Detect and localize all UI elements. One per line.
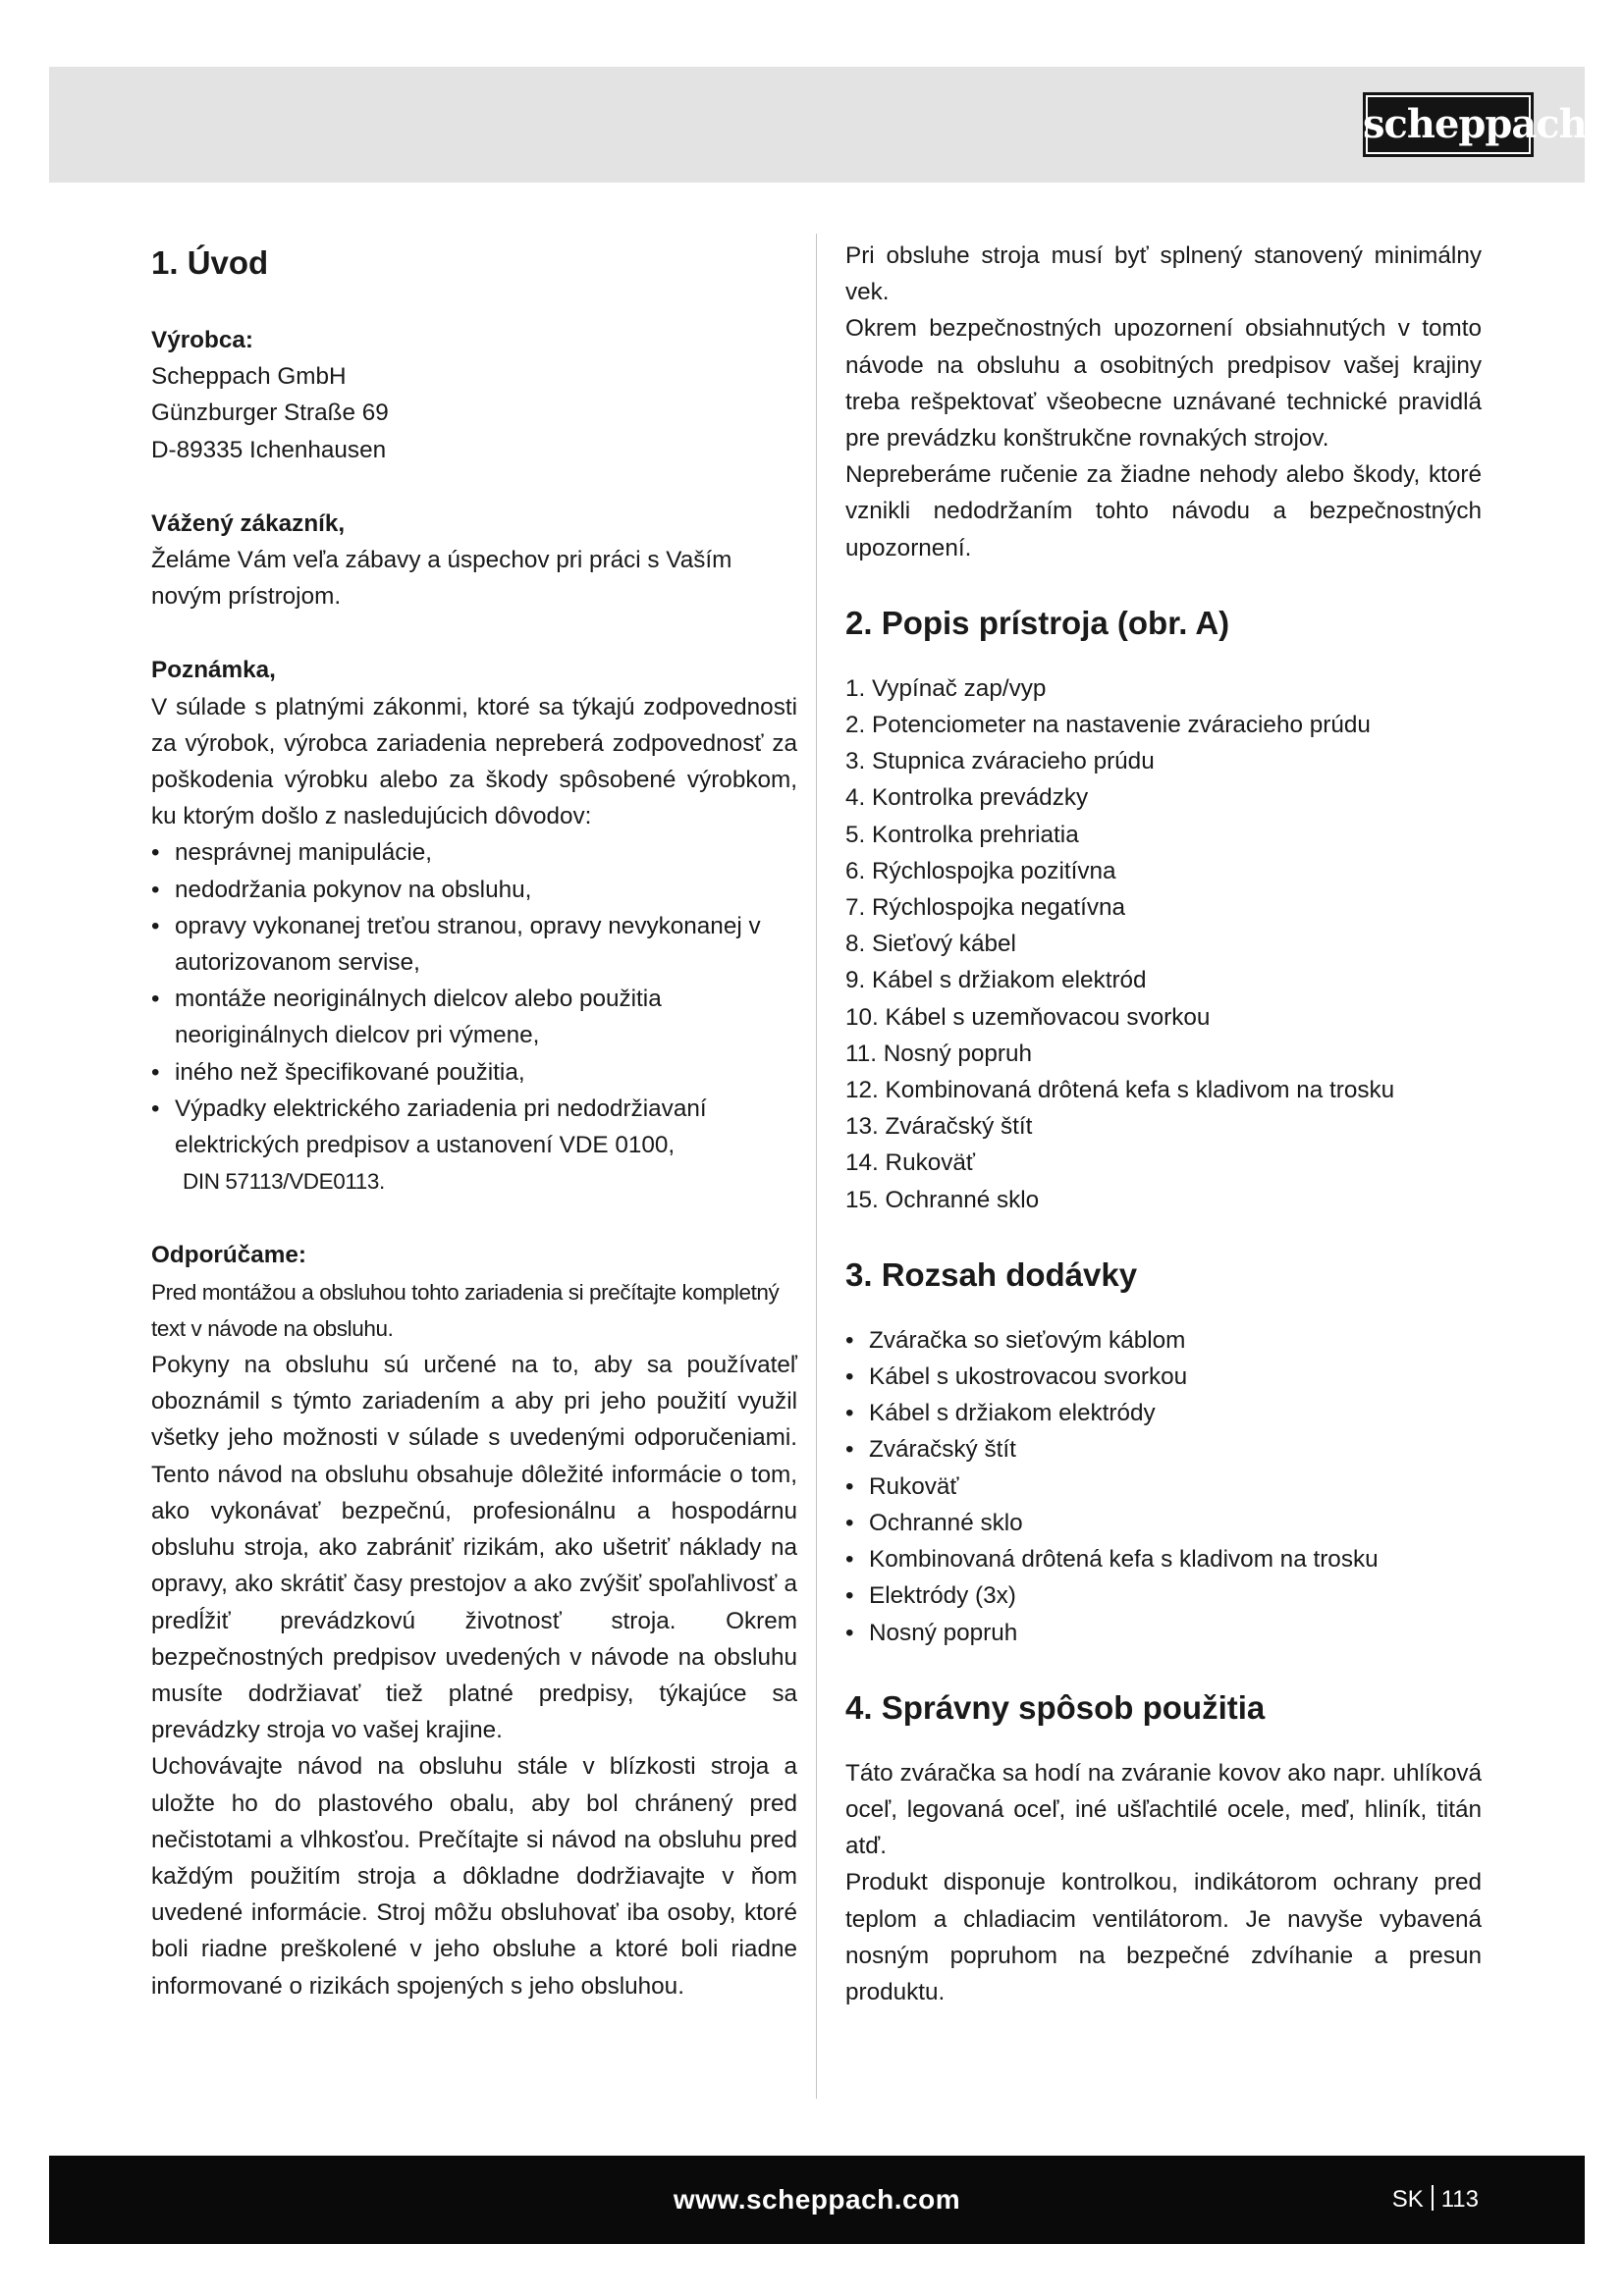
- list-item: 12. Kombinovaná drôtená kefa s kladivom na trosku: [845, 1077, 1395, 1104]
- section-title-intro: 1. Úvod: [151, 244, 269, 281]
- language-code: SK: [1391, 2186, 1424, 2213]
- right-column: [845, 238, 1482, 2010]
- note-bullet-list: [151, 834, 797, 1200]
- delivery-list: [845, 1322, 1482, 1651]
- list-item: • Elektródy (3x): [845, 1582, 1016, 1610]
- list-item: 9. Kábel s držiakom elektród: [845, 967, 1147, 994]
- list-item: • Zváračský štít: [845, 1436, 1016, 1464]
- note-label: Poznámka,: [151, 657, 276, 684]
- customer-text: Želáme Vám veľa zábavy a úspechov pri práci s Vaším novým prístrojom.: [151, 547, 732, 611]
- list-item: 13. Zváračský štít: [845, 1113, 1033, 1141]
- list-item: • iného než špecifikované použitia,: [151, 1058, 525, 1086]
- list-item: 14. Rukoväť: [845, 1149, 976, 1177]
- intro-paragraph: Nepreberáme ručenie za žiadne nehody alebo škody, ktoré vznikli nedodržaním tohto návodu a bezpečnostných upozornení.: [845, 461, 1482, 561]
- list-item: • nesprávnej manipulácie,: [151, 839, 433, 867]
- footer-page-indicator: [1392, 2156, 1479, 2244]
- list-item: • opravy vykonanej treťou stranou, opravy nevykonanej v autorizovanom servise,: [151, 912, 761, 977]
- list-item: 5. Kontrolka prehriatia: [845, 821, 1079, 848]
- column-divider: [816, 234, 817, 2099]
- list-item: • Rukoväť: [845, 1472, 959, 1500]
- left-column: [151, 238, 797, 2004]
- section-title-description: 2. Popis prístroja (obr. A): [845, 604, 1230, 641]
- footer-band: [49, 2156, 1585, 2244]
- note-text: V súlade s platnými zákonmi, ktoré sa týkajú zodpovednosti za výrobok, výrobca zariadenia nepreberá zodpovednosť za poškodenia výrobku alebo za škody spôsobené výrobkom, ku ktorým došlo z nasledujúcich dôvodov:: [151, 693, 797, 830]
- customer-label: Vážený zákazník,: [151, 509, 346, 537]
- list-item: • nedodržania pokynov na obsluhu,: [151, 876, 532, 903]
- list-item: 8. Sieťový kábel: [845, 931, 1016, 958]
- page-number: 113: [1440, 2186, 1479, 2213]
- list-item: • Zváračka so sieťovým káblom: [845, 1326, 1186, 1354]
- list-item: • Kombinovaná drôtená kefa s kladivom na trosku: [845, 1546, 1379, 1574]
- recommend-label: Odporúčame:: [151, 1242, 306, 1269]
- brand-logo: scheppach: [1363, 92, 1534, 157]
- manufacturer-line: Scheppach GmbH: [151, 363, 347, 391]
- manufacturer-label: Výrobca:: [151, 327, 253, 353]
- list-item: 3. Stupnica zváracieho prúdu: [845, 748, 1155, 775]
- intro-paragraph: Okrem bezpečnostných upozornení obsiahnutých v tomto návode na obsluhu a osobitných predpisov vašej krajiny treba rešpektovať všeobecne uznávané technické pravidlá pre prevádzku konštrukčne rovnakých strojov.: [845, 315, 1482, 453]
- section-title-intended-use: 4. Správny spôsob použitia: [845, 1688, 1266, 1726]
- list-item: 1. Vypínač zap/vyp: [845, 674, 1047, 702]
- recommend-paragraph: Pokyny na obsluhu sú určené na to, aby sa používateľ oboznámil s týmto zariadením a aby pri jeho použití využil všetky jeho možnosti v súlade s uvedenými odporučeniami. Tento návod na obsluhu obsahuje dôležité informácie o tom, ako vykonávať bezpečnú, profesionálnu a hospodárnu obsluhu stroja, ako zabrániť rizikám, ako ušetriť náklady na opravy, ako skrátiť časy prestojov a ako zvýšiť spoľahlivosť a predĺžiť prevádzkovú životnosť stroja. Okrem bezpečnostných predpisov uvedených v návode na obsluhu musíte dodržiavať tiež platné predpisy, týkajúce sa prevádzky stroja vo vašej krajine.: [151, 1352, 797, 1744]
- recommend-paragraph: Pred montážou a obsluhou tohto zariadenia si prečítajte kompletný text v návode na obsluhu.: [151, 1279, 780, 1341]
- manufacturer-line: D-89335 Ichenhausen: [151, 436, 387, 463]
- list-item: 6. Rýchlospojka pozitívna: [845, 857, 1116, 884]
- intro-paragraph: Pri obsluhe stroja musí byť splnený stanovený minimálny vek.: [845, 242, 1482, 306]
- use-paragraph: Táto zváračka sa hodí na zváranie kovov ako napr. uhlíková oceľ, legovaná oceľ, iné ušľachtilé ocele, meď, hliník, titán atď.: [845, 1759, 1482, 1860]
- list-item: • montáže neoriginálnych dielcov alebo použitia neoriginálnych dielcov pri výmene,: [151, 986, 662, 1049]
- list-item: • Nosný popruh: [845, 1619, 1018, 1646]
- standard-reference: DIN 57113/VDE0113.: [183, 1169, 385, 1195]
- list-item: 7. Rýchlospojka negatívna: [845, 894, 1125, 922]
- footer-website-link[interactable]: www.scheppach.com: [673, 2184, 961, 2215]
- list-item: • Kábel s držiakom elektródy: [845, 1400, 1156, 1427]
- list-item: • Kábel s ukostrovacou svorkou: [845, 1363, 1188, 1391]
- list-item: • Výpadky elektrického zariadenia pri nedodržiavaní elektrických predpisov a ustanovení VDE 0100,: [151, 1095, 707, 1159]
- list-item: • Ochranné sklo: [845, 1509, 1023, 1536]
- list-item: 11. Nosný popruh: [845, 1040, 1032, 1067]
- header-band: [49, 67, 1585, 183]
- list-item: 2. Potenciometer na nastavenie zváracieho prúdu: [845, 712, 1371, 739]
- manufacturer-line: Günzburger Straße 69: [151, 400, 389, 427]
- list-item: 4. Kontrolka prevádzky: [845, 784, 1089, 812]
- list-item: 10. Kábel s uzemňovacou svorkou: [845, 1003, 1211, 1031]
- parts-list: [845, 670, 1482, 1218]
- recommend-paragraph: Uchovávajte návod na obsluhu stále v blízkosti stroja a uložte ho do plastového obalu, aby bol chránený pred nečistotami a vlhkosťou. Prečítajte si návod na obsluhu pred každým použitím stroja a dôkladne dodržiavajte v ňom uvedené informácie. Stroj môžu obsluhovať iba osoby, ktoré boli riadne preškolené v jeho obsluhe a ktoré boli riadne informované o rizikách spojených s jeho obsluhou.: [151, 1753, 797, 2000]
- list-item: 15. Ochranné sklo: [845, 1186, 1040, 1213]
- separator: [1432, 2185, 1434, 2211]
- use-paragraph: Produkt disponuje kontrolkou, indikátorom ochrany pred teplom a chladiacim ventilátorom. Je navyše vybavená nosným popruhom na bezpečné zdvíhanie a presun produktu.: [845, 1869, 1482, 2005]
- section-title-delivery: 3. Rozsah dodávky: [845, 1255, 1138, 1293]
